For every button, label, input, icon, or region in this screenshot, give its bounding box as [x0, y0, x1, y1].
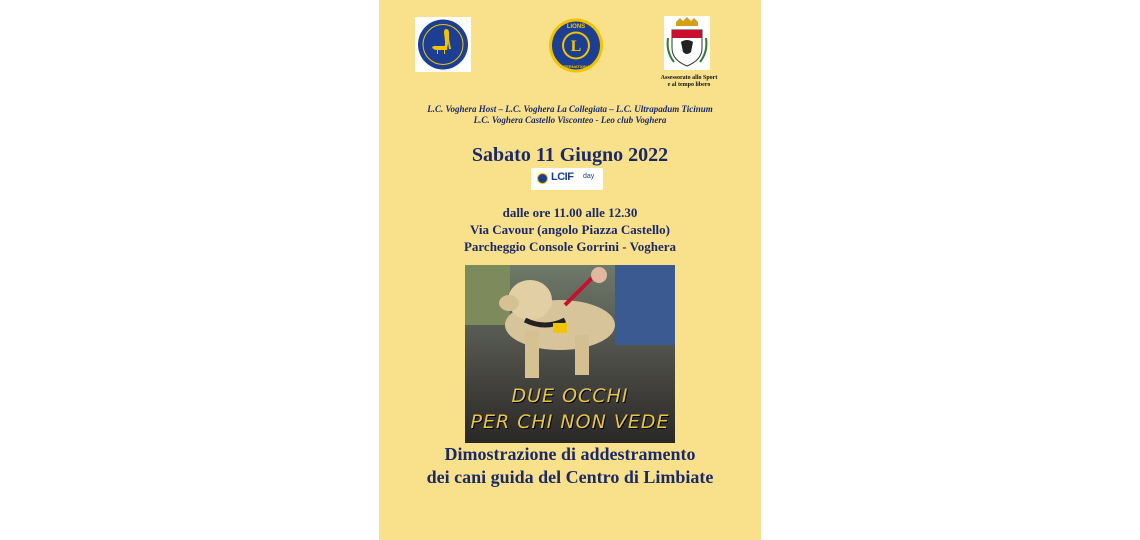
lcif-day-text: day: [583, 173, 595, 180]
event-date: Sabato 11 Giugno 2022: [471, 144, 669, 166]
demonstration-line-1: Dimostrazione di addestramento: [444, 444, 696, 464]
photo-slogan-line-2: PER CHI NON VEDE: [470, 411, 670, 433]
assessorato-line-2: e al tempo libero: [667, 82, 711, 88]
event-poster: [379, 0, 761, 540]
demonstration-title: [379, 443, 761, 489]
event-place: Parcheggio Console Gorrini - Voghera: [463, 239, 677, 254]
photo-slogan: [465, 383, 675, 435]
lions-seal-icon: [537, 173, 548, 184]
assessorato-line-1: Assessorato allo Sport: [660, 75, 718, 81]
guide-dog-school-logo: [415, 17, 471, 72]
voghera-coat-of-arms: [664, 16, 710, 70]
guide-dog-photo: [465, 265, 675, 443]
event-info: [379, 204, 761, 255]
clubs-line-1: L.C. Voghera Host – L.C. Voghera La Collegiata – L.C. Ultrapadum Ticinum: [427, 104, 713, 114]
clubs-line-2: L.C. Voghera Castello Visconteo - Leo club Voghera: [473, 115, 667, 125]
svg-text:L: L: [570, 38, 582, 55]
assessorato-caption: [641, 75, 737, 89]
demonstration-line-2: dei cani guida del Centro di Limbiate: [426, 467, 714, 487]
event-time: dalle ore 11.00 alle 12.30: [502, 205, 638, 220]
photo-slogan-line-1: DUE OCCHI: [511, 385, 629, 407]
lcif-text: LCIF: [551, 171, 574, 183]
lions-logo-bottom-text: INTERNATIONAL: [559, 64, 593, 69]
organizing-clubs: [379, 104, 761, 126]
lcif-day-logo: [531, 168, 603, 190]
event-address: Via Cavour (angolo Piazza Castello): [469, 222, 671, 237]
lions-international-logo: [546, 17, 606, 74]
lions-logo-top-text: LIONS: [566, 24, 586, 30]
